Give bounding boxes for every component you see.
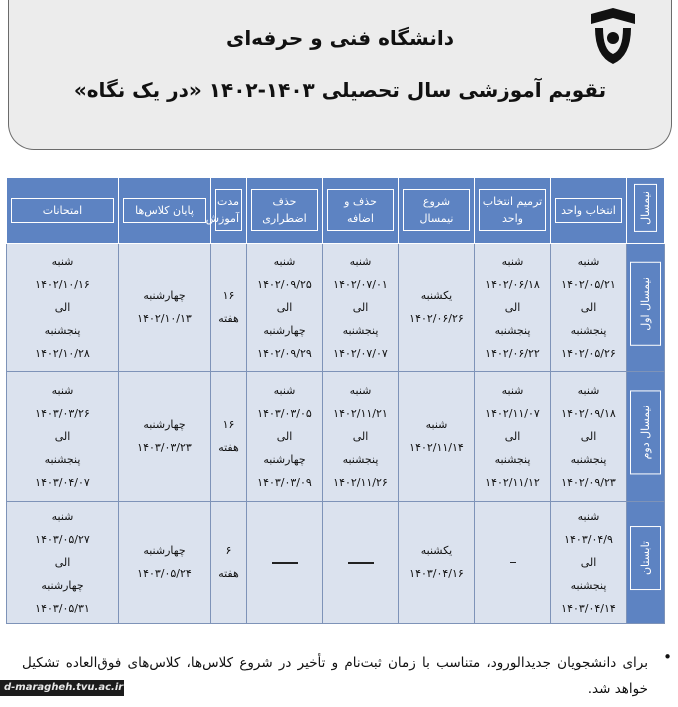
exams-cell: شنبه ۱۴۰۲/۱۰/۱۶ الی پنجشنبه ۱۴۰۲/۱۰/۲۸ (7, 243, 119, 371)
add-drop-cell: شنبه ۱۴۰۲/۱۱/۲۱ الی پنجشنبه ۱۴۰۲/۱۱/۲۶ (323, 371, 399, 501)
header-banner (8, 0, 672, 150)
table-row (7, 501, 665, 623)
add-drop-selection-empty-cell (475, 501, 551, 623)
unit-selection-cell: شنبه ۱۴۰۲/۰۵/۲۱ الی پنجشنبه ۱۴۰۲/۰۵/۲۶ (551, 243, 627, 371)
header-emergency-drop: حذف اضطراری (247, 178, 323, 244)
header-classes-end: پایان کلاس‌ها (119, 178, 211, 244)
header-semester: نیمسال (627, 178, 665, 244)
semester-start-cell: یکشنبه ۱۴۰۳/۰۴/۱۶ (399, 501, 475, 623)
emergency-drop-cell: شنبه ۱۴۰۲/۰۹/۲۵ الی چهارشنبه ۱۴۰۲/۰۹/۲۹ (247, 243, 323, 371)
header-unit-selection: انتخاب واحد (551, 178, 627, 244)
header-add-drop: حذف و اضافه (323, 178, 399, 244)
dash-mark (272, 562, 298, 564)
emergency-drop-empty-cell (247, 501, 323, 623)
add-drop-empty-cell (323, 501, 399, 623)
duration-cell: ۱۶ هفته (211, 371, 247, 501)
header-exams: امتحانات (7, 178, 119, 244)
semester-label: نیمسال دوم (627, 371, 665, 501)
exams-cell: شنبه ۱۴۰۳/۰۳/۲۶ الی پنجشنبه ۱۴۰۳/۰۴/۰۷ (7, 371, 119, 501)
emergency-drop-cell: شنبه ۱۴۰۳/۰۳/۰۵ الی چهارشنبه ۱۴۰۳/۰۳/۰۹ (247, 371, 323, 501)
header-add-drop-selection: ترمیم انتخاب واحد (475, 178, 551, 244)
header-semester-start: شروع نیمسال (399, 178, 475, 244)
classes-end-cell: چهارشنبه ۱۴۰۲/۱۰/۱۳ (119, 243, 211, 371)
unit-selection-cell: شنبه ۱۴۰۲/۰۹/۱۸ الی پنجشنبه ۱۴۰۲/۰۹/۲۳ (551, 371, 627, 501)
header-duration: مدت آموزش (211, 178, 247, 244)
semester-label: نیمسال اول (627, 243, 665, 371)
duration-cell: ۶ هفته (211, 501, 247, 623)
classes-end-cell: چهارشنبه ۱۴۰۳/۰۳/۲۳ (119, 371, 211, 501)
dash-mark (510, 562, 516, 563)
bullet-icon: • (663, 648, 672, 666)
table-row (7, 243, 665, 371)
semester-start-cell: شنبه ۱۴۰۲/۱۱/۱۴ (399, 371, 475, 501)
duration-cell: ۱۶ هفته (211, 243, 247, 371)
dash-mark (348, 562, 374, 564)
unit-selection-cell: شنبه ۱۴۰۳/۰۴/۹ الی پنجشنبه ۱۴۰۳/۰۴/۱۴ (551, 501, 627, 623)
semester-label: تابستان (627, 501, 665, 623)
page-title: تقویم آموزشی سال تحصیلی ۱۴۰۳-۱۴۰۲ «در یک نگاه» (73, 78, 607, 102)
add-drop-cell: شنبه ۱۴۰۲/۰۷/۰۱ الی پنجشنبه ۱۴۰۲/۰۷/۰۷ (323, 243, 399, 371)
exams-cell: شنبه ۱۴۰۳/۰۵/۲۷ الی چهارشنبه ۱۴۰۳/۰۵/۳۱ (7, 501, 119, 623)
table-row (7, 371, 665, 501)
academic-calendar-table (6, 177, 665, 624)
university-name: دانشگاه فنی و حرفه‌ای (225, 26, 454, 50)
classes-end-cell: چهارشنبه ۱۴۰۳/۰۵/۲۴ (119, 501, 211, 623)
table-header-row (7, 178, 665, 244)
semester-start-cell: یکشنبه ۱۴۰۲/۰۶/۲۶ (399, 243, 475, 371)
add-drop-selection-cell: شنبه ۱۴۰۲/۱۱/۰۷ الی پنجشنبه ۱۴۰۲/۱۱/۱۲ (475, 371, 551, 501)
watermark: d-maragheh.tvu.ac.ir (0, 680, 124, 696)
add-drop-selection-cell: شنبه ۱۴۰۲/۰۶/۱۸ الی پنجشنبه ۱۴۰۲/۰۶/۲۲ (475, 243, 551, 371)
footnote: برای دانشجویان جدیدالورود، متناسب با زمان ثبت‌نام و تأخیر در شروع کلاس‌ها، کلاس‌های فوق‌العاده تشکیل خواهد شد. (22, 655, 648, 697)
